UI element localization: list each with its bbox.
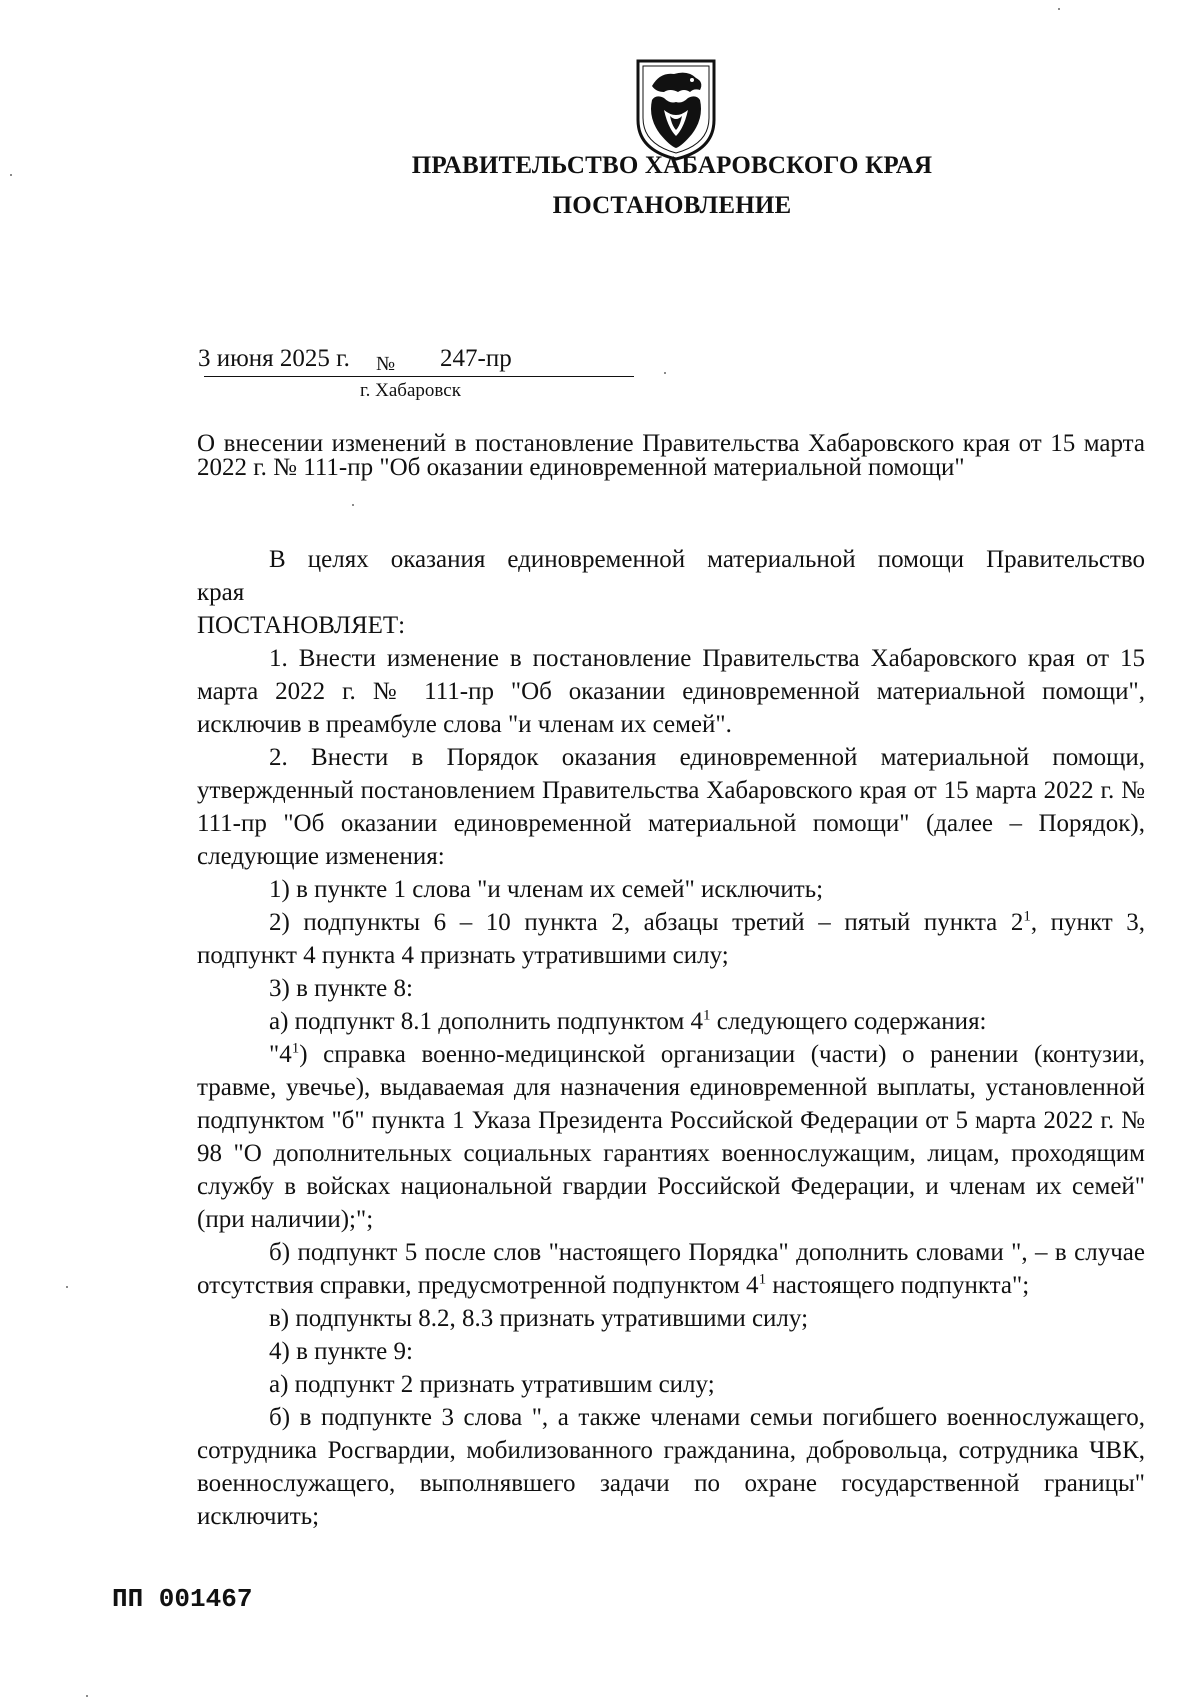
subitem-3a — [197, 1005, 1145, 1038]
quoted-provision — [197, 1038, 1145, 1236]
quoted-open: "4 — [269, 1041, 292, 1068]
item-1: 1. Внести изменение в постановление Правительства Хабаровского края от 15 марта 2022 г. № 111-пр "Об оказании единовременной материальной помощи", исключив в преамбуле слова "и членам их семей". — [197, 645, 1145, 738]
subitem-3: 3) в пункте 8: — [269, 975, 413, 1002]
serial-number: ПП 001467 — [112, 1584, 253, 1614]
scan-speck — [352, 504, 354, 506]
subitem-2 — [197, 906, 1145, 972]
superscript: 1 — [291, 1040, 300, 1057]
date-number-line — [198, 342, 634, 377]
document-subject: О внесении изменений в постановление Правительства Хабаровского края от 15 марта 2022 г. № 111-пр "Об оказании единовременной материальной помощи" — [197, 430, 1145, 481]
scan-speck — [86, 1695, 88, 1697]
subitem-2-part2: , пункт 3, подпункт 4 пункта 4 признать утратившими силу; — [197, 909, 1145, 969]
document-number: 247-пр — [440, 345, 512, 372]
subitem-3b-part1: б) подпункт 5 после слов "настоящего Порядка" дополнить словами ", – в случае отсутствия справки, предусмотренной подпунктом 4 — [197, 1239, 1145, 1299]
scan-speck — [664, 372, 666, 374]
authority-title: ПРАВИТЕЛЬСТВО ХАБАРОВСКОГО КРАЯ — [411, 152, 933, 179]
number-sign: № — [376, 353, 396, 375]
item-2: 2. Внести в Порядок оказания единовременной материальной помощи, утвержденный постановлением Правительства Хабаровского края от 15 марта 2022 г. № 111-пр "Об оказании единовременной материальной помощи" (далее – Порядок), следующие изменения: — [197, 744, 1145, 870]
superscript: 1 — [758, 1271, 767, 1288]
superscript: 1 — [703, 1007, 711, 1024]
subitem-3a-part1: а) подпункт 8.1 дополнить подпунктом 4 — [269, 1008, 704, 1035]
document-date: 3 июня 2025 г. — [198, 345, 350, 372]
subitem-3a-part2: следующего содержания: — [710, 1008, 987, 1035]
subitem-2-part1: 2) подпункты 6 – 10 пункта 2, абзацы третий – пятый пункта 2 — [269, 909, 1024, 936]
subitem-4a: а) подпункт 2 признать утратившим силу; — [269, 1371, 715, 1398]
preamble-text: В целях оказания единовременной материальной помощи Правительство — [269, 546, 1145, 573]
document-city: г. Хабаровск — [360, 380, 461, 401]
document-body — [197, 543, 1145, 1533]
subitem-1: 1) в пункте 1 слова "и членам их семей" исключить; — [269, 876, 824, 903]
quoted-text: ) справка военно-медицинской организации (части) о ранении (контузии, травме, увечье), выдаваемая для назначения единовременной выплаты, установленной подпунктом "б" пункта 1 Указа Президента Российской Федерации от 5 марта 2022 г. № 98 "О дополнительных социальных гарантиях военнослужащим, лицам, проходящим службу в войсках национальной гвардии Российской Федерации, и членам их семей" (при наличии);"; — [197, 1041, 1145, 1233]
subitem-3c: в) подпункты 8.2, 8.3 признать утратившими силу; — [269, 1305, 809, 1332]
subitem-3b-part2: настоящего подпункта"; — [766, 1272, 1030, 1299]
khabarovsk-coat-of-arms-icon — [634, 58, 718, 162]
subitem-3b — [197, 1236, 1145, 1302]
scan-speck — [66, 1286, 68, 1288]
scan-speck — [1058, 8, 1060, 10]
subitem-4b: б) в подпункте 3 слова ", а также членами семьи погибшего военнослужащего, сотрудника Росгвардии, мобилизованного гражданина, добровольца, сотрудника ЧВК, военнослужащего, выполнявшего задачи по охране государственной границы" исключить; — [197, 1404, 1145, 1530]
superscript: 1 — [1023, 908, 1031, 925]
subitem-4: 4) в пункте 9: — [269, 1338, 413, 1365]
document-type-title: ПОСТАНОВЛЕНИЕ — [552, 192, 792, 219]
decree-word: ПОСТАНОВЛЯЕТ: — [197, 612, 406, 639]
preamble-line2: края — [197, 579, 245, 606]
